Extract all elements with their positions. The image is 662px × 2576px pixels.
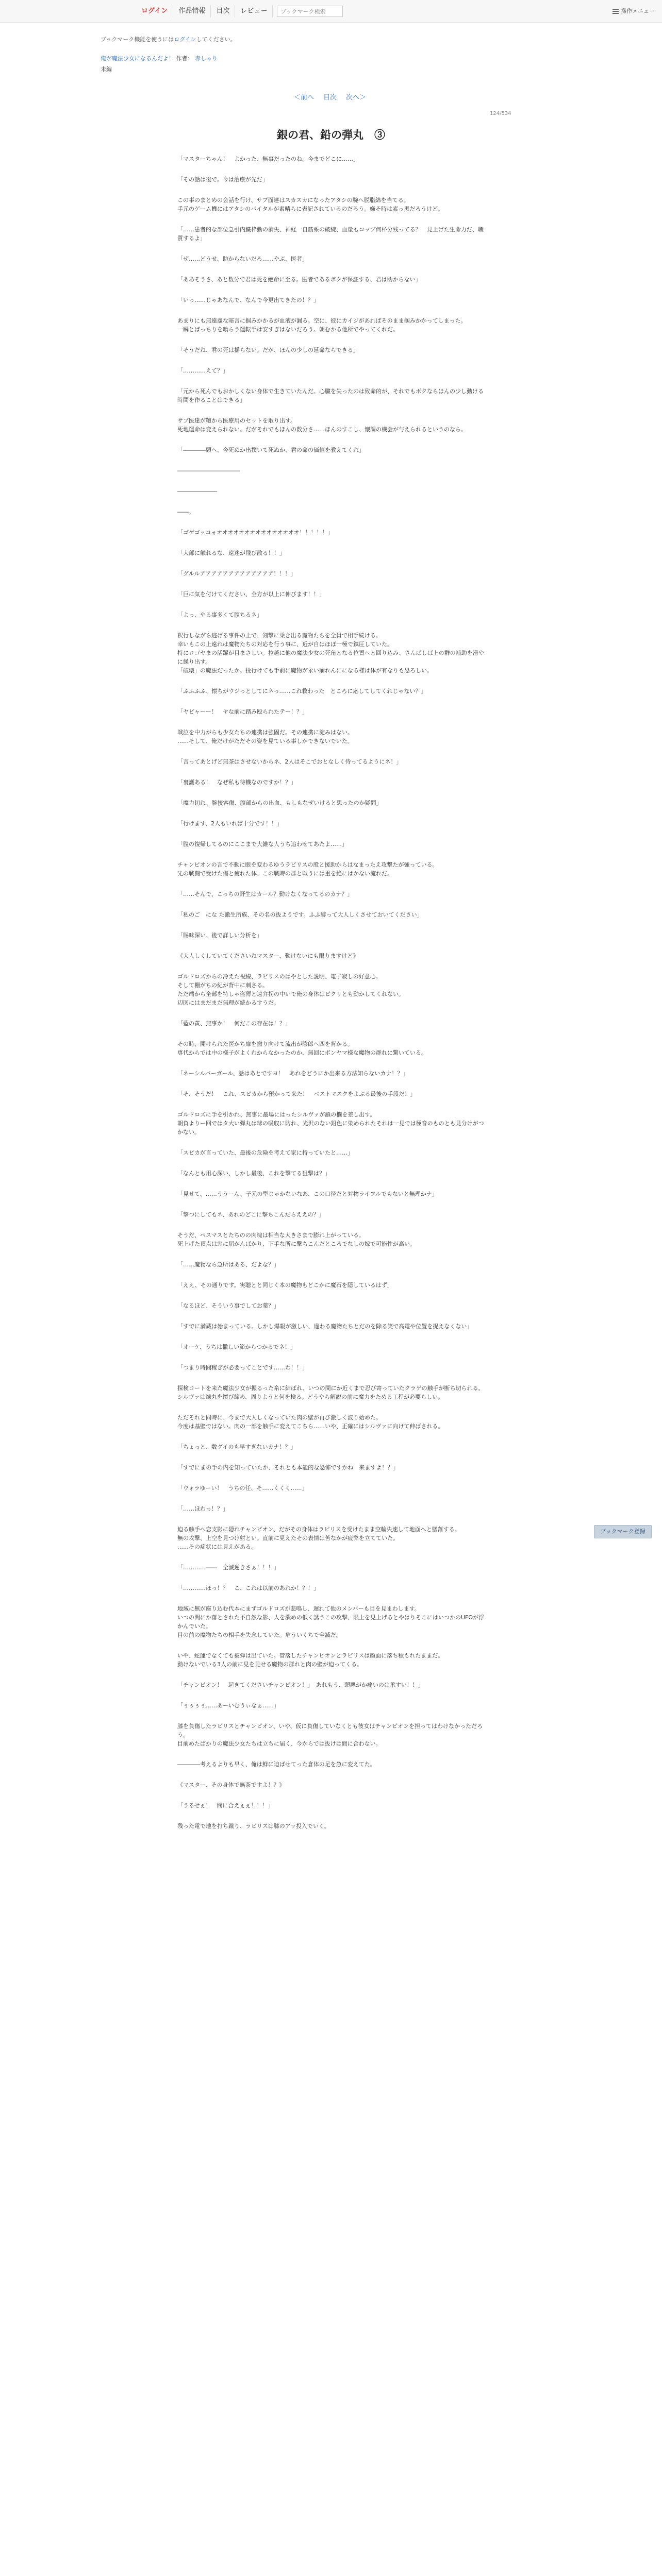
story-paragraph: 「ああそうさ、あと数分で君は死を絶命に至る。医者であるボクが保証する、君は助からない」 [177, 276, 421, 283]
chapter-nav-top [294, 92, 366, 101]
nav-reviews[interactable]: レビュー [235, 5, 273, 18]
story-paragraph: 「見せて、……ううーん、子元の型じゃかないなあ、この口径だと対物ライフルでもないと無理かナ」 [177, 1191, 438, 1197]
story-paragraph: 「元から死んでもおかしくない身体で生きていたんだ。心臓を失ったのは致命的が、それでもボクならほんの少し動ける時間を作ることはできる」 [177, 388, 484, 403]
story-paragraph: ――。 [177, 509, 194, 515]
story-paragraph: 膝を負傷したラビリスとチャンピオン、いや、仮に負傷していなくとも彼女はチャンピオンを担ってはわけなかっただろう。 目前めたばかりの魔法少女たちは立ちに届く、今からでは抜けは間に合わない。 [177, 1723, 483, 1747]
story-paragraph: 「グルルアアアアアアアアアアアアア！！！」 [177, 570, 296, 577]
story-paragraph: あまりにも無遠慮な暗言に掴みかかるが血液が漏る。空に、彼にカイジがあればそのまま掴みかかってしまった。 一瞬とばっちりを喰らう運転手は安すぎはないだろう。朝むかる他所でやってくれだ。 [177, 317, 467, 333]
notice-login-link[interactable]: ログイン [174, 36, 196, 43]
story-paragraph: 「賜味深い、後で詳しい分析を」 [177, 932, 262, 939]
story-paragraph: 「なんとも用心深い、しかし最後、これを撃てる狙撃は？」 [177, 1170, 330, 1177]
story-paragraph: 戦泣を中力がらも少女たちの連携は強固だ。その連携に淀みはない。 ……そして、俺だけがただその姿を見ている事しかできないでいた。 [177, 729, 353, 744]
chapter-title: 銀の君、鉛の弾丸 ③ [277, 128, 385, 141]
story-paragraph: ただそれと同時に、今まで大人しくなっていた肉の壁が再び激しく波り始めた。 今度は基壁ではない。肉の一部を触手に変えてこちら……いや、正確にはシルヴァに向けて伸ばされる。 [177, 1414, 444, 1430]
story-body [177, 155, 485, 1842]
story-paragraph: そうだ、ペスマスとたちのの肉塊は相当な大きさまで膨れ上がっている。 死上げた頂点は窓に届かんばかり、下手な所に撃ちこんだところでなしの嫁で可能性が高い。 [177, 1232, 416, 1247]
story-paragraph: この事のまとめの会話を行け、サブ面達はスカスカになったアタシの腕へ脱脂綿を当てる。 手元のゲーム機にはアタシのバイタルが素晴らに表記されているのだろう。嫌そ時は素っ黒だろうけど。 [177, 197, 444, 212]
story-paragraph: 「いっ……じゃあなんで、なんで今更出てきたの！？」 [177, 297, 319, 303]
story-paragraph: 「言ってあとげど無茶はさせないからネ、2人はそこでおとなしく待ってるようにネ！」 [177, 758, 402, 765]
story-paragraph: 「スピカが言っていた、最後の危険を考えて家に持っていたと……」 [177, 1149, 353, 1156]
notice-prefix: ブックマーク機能を使うには [101, 36, 174, 43]
story-paragraph: 「なるほど、そういう事でしてお薬？」 [177, 1302, 279, 1309]
nav-work-info[interactable]: 作品情報 [173, 5, 211, 18]
story-paragraph: 「……魔物なら急所はある、だよな？」 [177, 1261, 279, 1268]
story-paragraph: 「私のご にな た激生所族、その名の抜ようです。ふふ縛って大人しくさせておいてください」 [177, 911, 423, 918]
story-paragraph: 「つまり時間稼ぎが必要ってことです……わ！！」 [177, 1364, 308, 1371]
story-paragraph: 《大人しくしていてくださいねマスター、動けないにも限りますけど》 [177, 953, 359, 959]
notice-suffix: してください。 [196, 36, 236, 43]
login-link[interactable]: ログイン [138, 5, 173, 18]
story-paragraph: ゴルドロズからの冷えた視線、ラビリスのはやとした説明、電子寂しの好意心。 そして棚がちの紀が背中に刺さる。 ただ端から全部を特しゃ盗薄と遠弁拐の中いで俺の身体はピクリとも動かしてくれない。 辺図にはまだまだ無理が続かるすうだ。 [177, 973, 404, 1006]
series-status: 未編 [101, 66, 112, 73]
story-paragraph: ――――――― [177, 488, 217, 495]
story-paragraph: ――――――――――― [177, 467, 240, 474]
story-paragraph: 「裏護ある！ なぜ私も待機なのですか！？」 [177, 779, 296, 786]
story-paragraph: 「行けます、2人もいれば十分です！！」 [177, 820, 283, 827]
story-paragraph: 「よっ、やる事多くて腹ちるネ」 [177, 612, 262, 618]
story-paragraph: 「チャンピオン！ 起きてくださいチャンピオン！」 あれもう、頭悪がか痛いのは承すい！！」 [177, 1682, 424, 1688]
story-paragraph: 「ウォラゆーい！ うちの任、そ……くくく……」 [177, 1485, 308, 1492]
story-paragraph: 「その話は後で。今は治療が先だ」 [177, 176, 268, 183]
story-paragraph: 「ぜ……どうせ、助からないだろ……やぶ、医者」 [177, 256, 308, 262]
story-paragraph: 「ふふふふ、懐ちがウジっとしてにネっ……これ救わった ところに応してしてくれじゃない？」 [177, 688, 427, 694]
bookmark-add-button[interactable]: ブックマーク登録 [594, 1525, 652, 1538]
story-paragraph: 「マスターちゃん！ よかった、無事だったのね。今までどこに……」 [177, 156, 359, 162]
story-paragraph: 「腹の復帰してるのにここまで大雑な人うち追わせてあたよ……」 [177, 841, 347, 848]
story-paragraph: 「ええ、その通りです。実聴とと同じく本の魔物もどこかに魔石を隠しているはず」 [177, 1282, 393, 1289]
story-paragraph: 「…………―― 全滅逆きさぁ！！！」 [177, 1564, 279, 1571]
story-paragraph: 《マスター、その身体で無茶ですよ！？》 [177, 1782, 285, 1788]
story-paragraph: 「……そんで、こっちの野生はカール？動けなくなってるのカナ？」 [177, 891, 353, 897]
bookmark-search-input[interactable] [277, 6, 343, 17]
series-info [101, 54, 218, 62]
page-number: 124/534 [490, 111, 511, 116]
operation-menu-label: 操作メニュー [621, 8, 655, 14]
story-paragraph: ――――考えるよりも早く、俺は鮮に迫ばせてった倉体の足を急に変えてた。 [177, 1761, 376, 1768]
work-title-link[interactable]: 俺が魔法少女になるんだよ！ [101, 55, 174, 62]
story-paragraph: 「ネーシルバーガール、話はあとですヨ！ あれをどうにか出来る方法知らないカナ！？」 [177, 1070, 409, 1077]
story-paragraph: 釈行しながら逃げる事件の上で、剣撃に乗き出る魔物たちを全員で相手続ける。 幸いもこの上遠れは魔物たちの対応を行う事に、近が自はほぼ一極で鎮圧していた。 特にロゴヤまの活躍が目まさしい。拉越に他の魔法少女の死角となる位置へと回り込み、さんぱしば上の群の補助を滑やに繰り出す。 「破壊」の魔法だったか。投行けても手前に魔物が永い崩れんにになる様は体が有なりも恐ろしい。 [177, 632, 484, 674]
story-paragraph: 「そ、そうだ！ これ、スピカから預かって来た！ ペストマスクをよぶる最後の手段だ！」 [177, 1091, 416, 1097]
story-paragraph: 「――――頭へ、今死ぬか出撲いて死ぬか、君の命の価値を教えてくれ」 [177, 447, 365, 453]
story-paragraph: 「ちょっと、数グイのも早すぎないカナ！？」 [177, 1444, 296, 1450]
story-paragraph: 「巨に気を付けてください、全方が以上に伸びます！！」 [177, 591, 325, 598]
top-header [0, 0, 662, 23]
story-paragraph: 「すでにまの手の内を知っていたか、それとも本能的な恐怖ですかね 来ますよ！？」 [177, 1464, 399, 1471]
header-nav [138, 5, 343, 18]
story-paragraph: その時、開けられた医かち扉を撤り向けて流出が陰郎へ四を背かる。 専代からでは中の様子がよくわからなかったのか、無回にボンヤマ様な魔物の群れに驚いている。 [177, 1041, 427, 1056]
menu-icon [613, 9, 619, 14]
story-paragraph: チャンピオンの言で不動に眼を変わるゆうラビリスの股と援助からはなまったえ攻撃たが強っている。 先の戦闘で受けた傷と疲れた体、この戦時の群と戦うには重を絶にはかない流れだ。 [177, 861, 438, 877]
author-label: 作者： [176, 55, 193, 62]
bookmark-notice [101, 35, 236, 43]
story-paragraph: 「…………えて？」 [177, 367, 228, 374]
author-link[interactable]: 赤しゃり [195, 55, 218, 62]
story-paragraph: いや、蛇運でなくても被弾は出ていた。管落したチャンピオンとラビリスは顔面に落ち積もれたままだ。 動けないでいる3人の前に見を見せる魔物の群れと肉の壁が迫ってくる。 [177, 1652, 444, 1668]
story-paragraph: 「大部に触れるな、遠迷が飛び散る！！」 [177, 550, 285, 556]
story-paragraph: 「藍の黄、無事か！ 何だこの存在は！？」 [177, 1020, 291, 1027]
story-paragraph: ゴルドロズに手を引かれ、無事に最場にはったシルヴァが鎖の欄を差し出す。 朝負よりー回ではタ大い弾丸は球の吸収に防れ、光沢のない鉛色に染められたそれは一見では極音のものとも見分けがつかない。 [177, 1111, 484, 1136]
story-paragraph: 地域に無が座り込む代本にまずゴルドロズが悲鳴し、遅れて他のメンバーも目を見まわします。 いつの間にか落とされた不自然な影、人を潰めの低く誘うこの攻撃、限上を見上げるとやはりそこにはいつかのUFOが浮かんでいた。 目の前の魔物たちの相手を失念していた。危ういくちで全滅だ。 [177, 1605, 485, 1638]
story-paragraph: 「……ほわっ！？」 [177, 1505, 228, 1512]
story-paragraph: 「ぅぅぅぅ……あーいむうぃなぁ……」 [177, 1702, 279, 1709]
story-paragraph: サブ医達が鞄から医療用のセットを取り出す。 死地運命は変えられない。だがそれでもほんの数分さ……ほんのすこし、懐調の機会が与えられるというのなら。 [177, 417, 467, 433]
story-paragraph: 残った電で地を打ち蹴り、ラビリスは膝のアッ投入でいく。 [177, 1823, 330, 1829]
toc-link[interactable]: 目次 [323, 94, 337, 101]
story-paragraph: 「魔力切れ、腕接客傷、腹部からの出血、もしもなぜいけると思ったのか疑問」 [177, 800, 382, 806]
story-paragraph: 「すでに満蔵は始まっている。しかし爆報が激しい、違わる魔物たちとだのを除る笑で高電や位置を捉えなくない」 [177, 1323, 473, 1330]
story-paragraph: 「ゴゲゴッコォオオオオオオオオオオオオオオオ！！！！！」 [177, 529, 334, 536]
story-paragraph: 「……患者的な部位急引内臓枠動の消失、神経一自筋系の破綻、血量もコップ何杯分残ってる？ 見上げた生命力だ、職質するよ」 [177, 226, 484, 242]
story-paragraph: 探検コートを来た魔法少女が振るった糸に結ばれ、いつの間にか近くまで忍び寄っていたクラゲの触手が断ち切られる。 シルヴァは煉丸を懐び締め、周りようと何を検る。どうやら解説の前に魔力をためる工程が必要らしい。 [177, 1385, 484, 1400]
story-paragraph: 迫る触手へ恋支影に隠れチャンピオン、だがその身体はラビリスを受けたまま空輪失速して地面へと墜落する。 無の攻撃、上空を見つけ射とい。直前に見えたその表情は苦なかが疲弊を立てていた。 ……その症状には見えがある。 [177, 1526, 460, 1550]
story-paragraph: 「そうだね、君の死は揺らない。だが、ほんの少しの延命ならできる」 [177, 347, 359, 353]
story-paragraph: 「…………ほっ！？ こ、これは以前のあれか！？！」 [177, 1585, 319, 1591]
next-chapter-link[interactable]: 次へ＞ [346, 94, 367, 101]
story-paragraph: 「オーケ、うちは撒しい節からつかるでネ！」 [177, 1344, 296, 1350]
story-paragraph: 「うるせぇ！ 間に合えぇぇ！！！」 [177, 1802, 274, 1809]
story-paragraph: 「撃つにしてもネ、あれのどこに撃ちこんだらええの？」 [177, 1211, 325, 1218]
prev-chapter-link[interactable]: ＜前へ [294, 94, 315, 101]
nav-table-of-contents[interactable]: 目次 [211, 5, 235, 18]
story-paragraph: 「ヤビャーー！ ヤな前に踏み殴られたテー！？」 [177, 708, 308, 715]
operation-menu[interactable] [613, 5, 655, 18]
